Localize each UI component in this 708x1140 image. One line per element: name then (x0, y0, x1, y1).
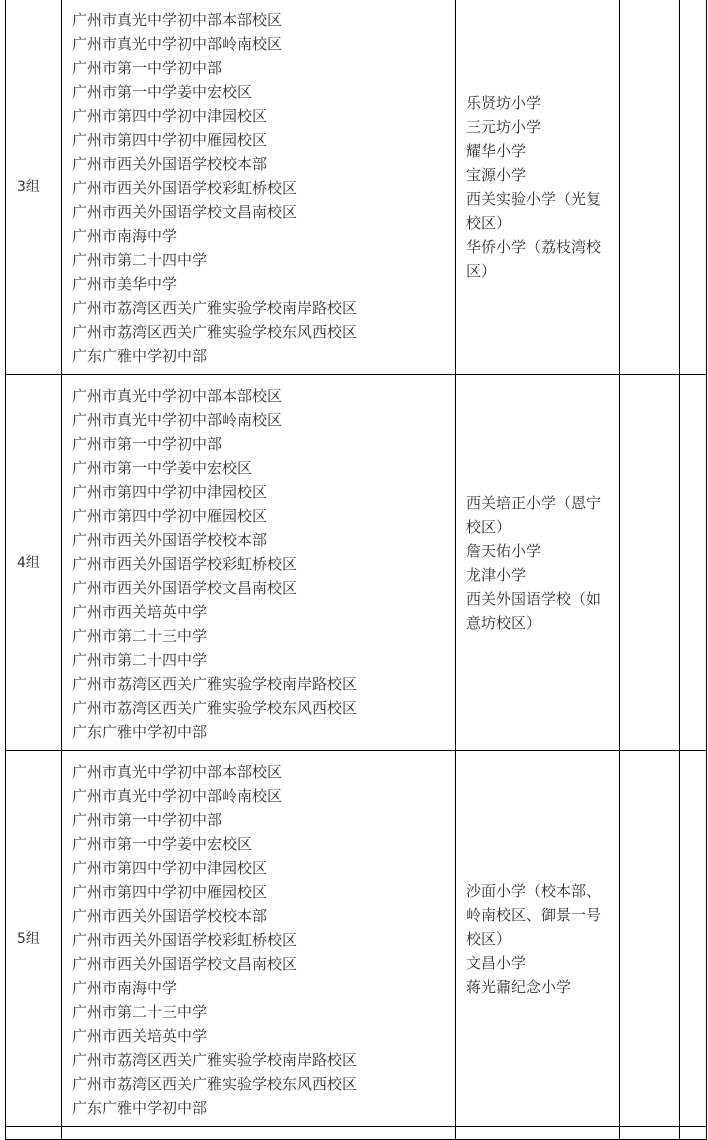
primary-school-item: 西关培正小学（恩宁校区） (466, 493, 602, 536)
primary-school-item: 文昌小学 (466, 953, 527, 972)
table-body (6, 0, 707, 1140)
primary-school-item: 耀华小学 (466, 141, 527, 160)
middle-school-item: 广东广雅中学初中部 (72, 347, 208, 365)
middle-school-item: 广州市西关外国语学校文昌南校区 (72, 579, 298, 597)
middle-school-item: 广州市西关外国语学校校本部 (72, 155, 268, 173)
middle-school-item: 广州市西关外国语学校文昌南校区 (72, 955, 298, 973)
empty-cell (680, 1127, 707, 1140)
middle-school-item: 广州市真光中学初中部本部校区 (72, 763, 283, 781)
empty-cell (620, 1127, 680, 1140)
primary-school-item: 西关实验小学（光复校区） (466, 189, 602, 232)
group-label: 5组 (17, 930, 40, 947)
middle-schools-cell (62, 0, 456, 375)
middle-school-item: 广州市南海中学 (72, 227, 178, 245)
middle-school-item: 广州市第二十三中学 (72, 627, 208, 645)
middle-school-item: 广州市第二十三中学 (72, 1003, 208, 1021)
middle-school-item: 广州市真光中学初中部岭南校区 (72, 35, 283, 53)
empty-cell (680, 751, 707, 1127)
primary-school-item: 西关外国语学校（如意坊校区） (466, 589, 602, 632)
table-row (6, 751, 707, 1127)
middle-school-item: 广州市荔湾区西关广雅实验学校东风西校区 (72, 1075, 358, 1093)
middle-schools-cell (62, 375, 456, 751)
middle-school-item: 广州市西关外国语学校彩虹桥校区 (72, 931, 298, 949)
primary-school-item: 蒋光鼐纪念小学 (466, 977, 572, 996)
middle-school-item: 广州市荔湾区西关广雅实验学校南岸路校区 (72, 299, 358, 317)
middle-school-item: 广州市荔湾区西关广雅实验学校南岸路校区 (72, 675, 358, 693)
middle-school-item: 广州市第一中学初中部 (72, 435, 223, 453)
school-allocation-table (5, 0, 707, 1140)
primary-school-item: 乐贤坊小学 (466, 93, 542, 112)
empty-cell (62, 1127, 456, 1140)
group-cell (6, 375, 62, 751)
primary-schools-cell (456, 0, 620, 375)
table-row-partial (6, 1127, 707, 1140)
middle-school-item: 广东广雅中学初中部 (72, 723, 208, 741)
primary-schools-cell (456, 751, 620, 1127)
middle-school-item: 广州市西关外国语学校彩虹桥校区 (72, 555, 298, 573)
primary-school-item: 龙津小学 (466, 565, 527, 584)
middle-school-item: 广州市真光中学初中部岭南校区 (72, 411, 283, 429)
group-cell (6, 751, 62, 1127)
middle-school-item: 广州市第四中学初中津园校区 (72, 107, 268, 125)
group-cell (6, 0, 62, 375)
empty-cell (620, 0, 680, 375)
table-row (6, 0, 707, 375)
middle-school-item: 广州市西关外国语学校文昌南校区 (72, 203, 298, 221)
empty-cell (680, 0, 707, 375)
group-label: 4组 (17, 554, 40, 571)
middle-school-list (62, 0, 455, 374)
primary-school-item: 华侨小学（荔枝湾校区） (466, 237, 602, 280)
middle-school-item: 广州市第四中学初中津园校区 (72, 859, 268, 877)
middle-school-item: 广州市第四中学初中津园校区 (72, 483, 268, 501)
middle-school-item: 广州市真光中学初中部本部校区 (72, 387, 283, 405)
middle-school-item: 广州市真光中学初中部岭南校区 (72, 787, 283, 805)
middle-school-item: 广州市第一中学姜中宏校区 (72, 459, 253, 477)
middle-school-item: 广州市第四中学初中雁园校区 (72, 131, 268, 149)
table-row (6, 375, 707, 751)
middle-school-list (62, 751, 455, 1126)
middle-school-item: 广州市南海中学 (72, 979, 178, 997)
middle-school-item: 广州市西关外国语学校彩虹桥校区 (72, 179, 298, 197)
middle-school-item: 广州市第四中学初中雁园校区 (72, 507, 268, 525)
primary-school-list (456, 91, 619, 283)
primary-school-item: 宝源小学 (466, 165, 527, 184)
empty-cell (620, 751, 680, 1127)
middle-school-item: 广州市真光中学初中部本部校区 (72, 11, 283, 29)
middle-school-item: 广州市荔湾区西关广雅实验学校南岸路校区 (72, 1051, 358, 1069)
middle-school-item: 广州市第一中学姜中宏校区 (72, 835, 253, 853)
empty-cell (680, 375, 707, 751)
middle-school-item: 广州市西关外国语学校校本部 (72, 531, 268, 549)
primary-school-item: 沙面小学（校本部、岭南校区、御景一号校区） (466, 881, 602, 948)
middle-school-item: 广州市第二十四中学 (72, 651, 208, 669)
group-label: 3组 (17, 178, 40, 195)
middle-school-item: 广州市西关培英中学 (72, 1027, 208, 1045)
empty-cell (620, 375, 680, 751)
primary-schools-cell (456, 375, 620, 751)
middle-school-item: 广州市西关外国语学校校本部 (72, 907, 268, 925)
middle-schools-cell (62, 751, 456, 1127)
primary-school-item: 詹天佑小学 (466, 541, 542, 560)
primary-school-item: 三元坊小学 (466, 117, 542, 136)
empty-cell (6, 1127, 62, 1140)
middle-school-item: 广东广雅中学初中部 (72, 1099, 208, 1117)
primary-school-list (456, 491, 619, 635)
middle-school-item: 广州市第二十四中学 (72, 251, 208, 269)
primary-school-list (456, 879, 619, 999)
middle-school-item: 广州市荔湾区西关广雅实验学校东风西校区 (72, 323, 358, 341)
middle-school-item: 广州市第一中学初中部 (72, 811, 223, 829)
middle-school-item: 广州市第四中学初中雁园校区 (72, 883, 268, 901)
empty-cell (456, 1127, 620, 1140)
middle-school-item: 广州市第一中学初中部 (72, 59, 223, 77)
middle-school-item: 广州市西关培英中学 (72, 603, 208, 621)
middle-school-item: 广州市美华中学 (72, 275, 178, 293)
middle-school-item: 广州市第一中学姜中宏校区 (72, 83, 253, 101)
middle-school-item: 广州市荔湾区西关广雅实验学校东风西校区 (72, 699, 358, 717)
middle-school-list (62, 375, 455, 750)
